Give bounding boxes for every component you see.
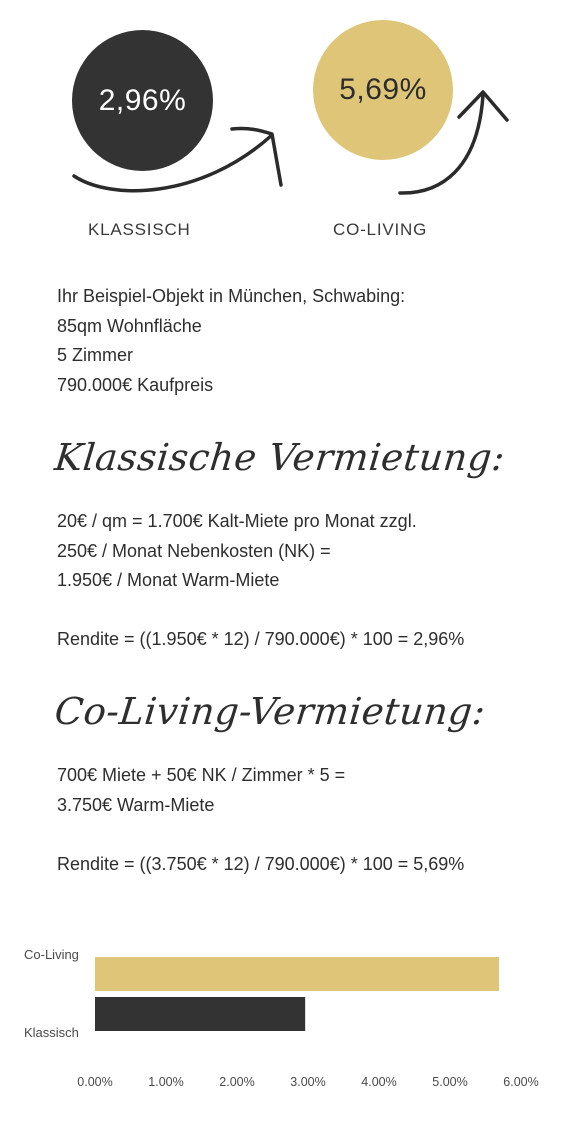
category-label: Klassisch (24, 1025, 79, 1040)
coliving-calculation-block (57, 761, 464, 879)
bar-klassisch (95, 997, 305, 1031)
category-label: Co-Living (24, 947, 79, 962)
coliving-heading: Co-Living-Vermietung: (52, 690, 488, 733)
x-tick-label: 2.00% (219, 1075, 255, 1089)
coliving-rendite-circle (313, 20, 453, 160)
klassisch-arrowhead-icon (232, 128, 281, 185)
x-tick-label: 0.00% (77, 1075, 113, 1089)
calculation-line: 250€ / Monat Nebenkosten (NK) = (57, 540, 331, 561)
klassisch-heading: Klassische Vermietung: (52, 436, 508, 479)
calculation-line: 1.950€ / Monat Warm-Miete (57, 570, 280, 590)
klassisch-rendite-value: 2,96% (98, 83, 187, 117)
klassisch-formula: Rendite = ((1.950€ * 12) / 790.000€) * 100 = 2,96% (57, 629, 465, 649)
klassisch-rendite-circle (72, 30, 213, 171)
x-tick-label: 6.00% (503, 1075, 539, 1089)
coliving-label: CO-LIVING (333, 220, 428, 239)
x-tick-label: 5.00% (432, 1075, 468, 1089)
klassisch-calculation-block (57, 507, 464, 655)
coliving-formula: Rendite = ((3.750€ * 12) / 790.000€) * 100 = 5,69% (57, 853, 465, 874)
example-line: 5 Zimmer (57, 345, 133, 365)
x-tick-label: 1.00% (148, 1075, 184, 1089)
bar-co-living (95, 957, 499, 991)
klassisch-label: KLASSISCH (88, 220, 191, 239)
coliving-arrowhead-icon (459, 92, 507, 120)
example-line: 85qm Wohnfläche (57, 315, 202, 336)
calculation-line: 700€ Miete + 50€ NK / Zimmer * 5 = (57, 765, 346, 785)
example-property-block (57, 282, 405, 400)
rendite-bar-chart (0, 925, 564, 1105)
calculation-spacer (57, 596, 464, 626)
example-line: 790.000€ Kaufpreis (57, 374, 214, 395)
calculation-line: 3.750€ Warm-Miete (57, 794, 215, 815)
x-tick-label: 3.00% (290, 1075, 326, 1089)
calculation-line: 20€ / qm = 1.700€ Kalt-Miete pro Monat zzgl. (57, 511, 417, 531)
example-line: Ihr Beispiel-Objekt in München, Schwabing: (57, 286, 406, 306)
coliving-rendite-value: 5,69% (339, 73, 427, 106)
x-tick-label: 4.00% (361, 1075, 397, 1089)
calculation-spacer (57, 820, 464, 850)
